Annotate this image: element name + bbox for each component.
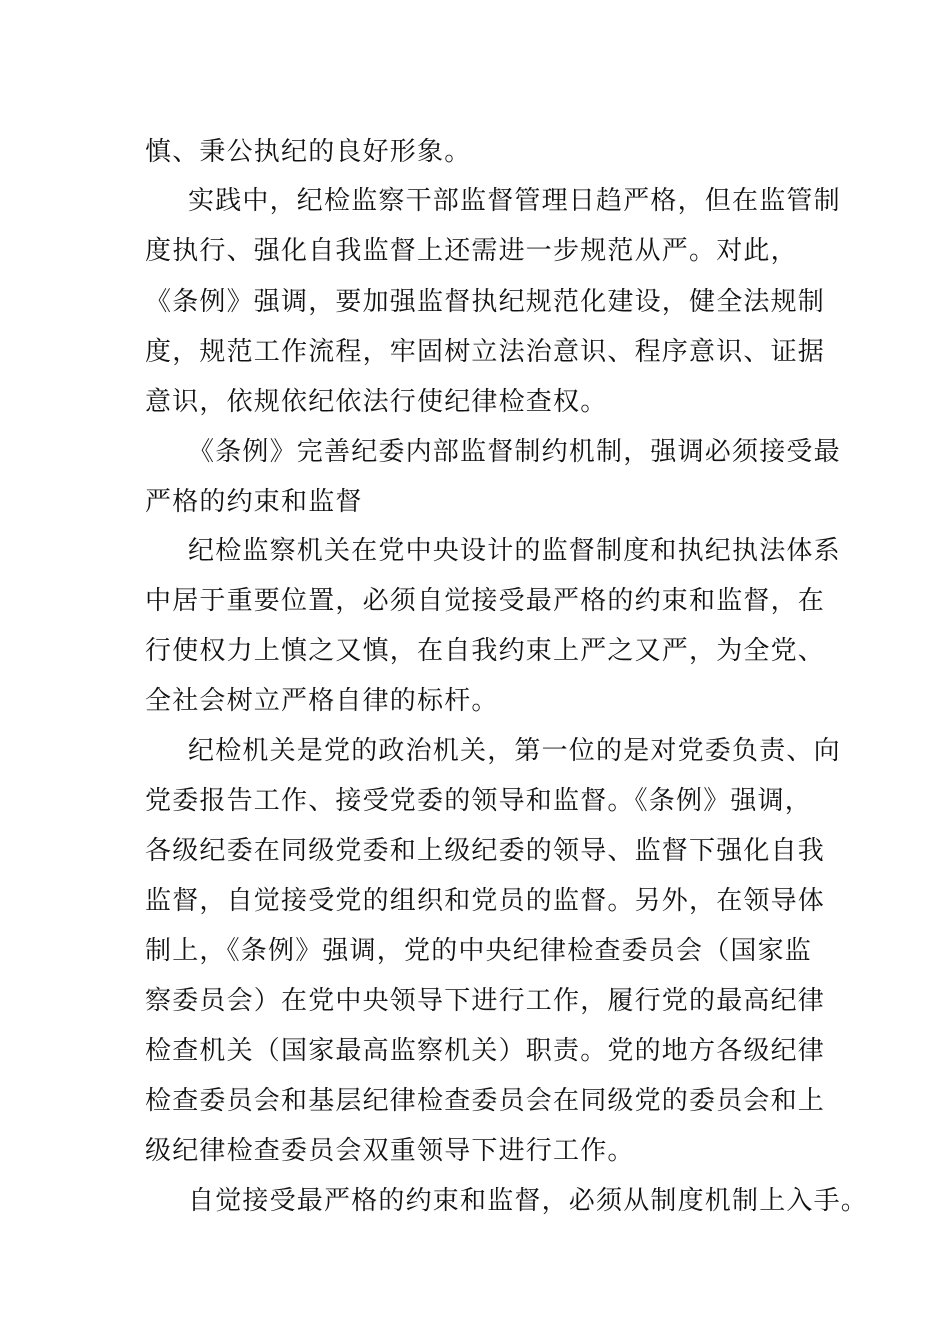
- text-line: 实践中，纪检监察干部监督管理日趋严格，但在监管制: [188, 186, 841, 216]
- text-line: 检查委员会和基层纪律检查委员会在同级党的委员会和上: [145, 1086, 826, 1116]
- text-line: 纪检监察机关在党中央设计的监督制度和执纪执法体系: [188, 536, 841, 566]
- text-line: 度，规范工作流程，牢固树立法治意识、程序意识、证据: [145, 337, 826, 367]
- section-heading-line: 《条例》完善纪委内部监督制约机制，强调必须接受最: [188, 437, 841, 467]
- text-line: 慎、秉公执纪的良好形象。: [145, 137, 472, 167]
- text-line: 察委员会）在党中央领导下进行工作，履行党的最高纪律: [145, 986, 826, 1016]
- text-line: 行使权力上慎之又慎，在自我约束上严之又严，为全党、: [145, 636, 826, 666]
- text-line: 纪检机关是党的政治机关，第一位的是对党委负责、向: [188, 736, 841, 766]
- text-line: 中居于重要位置，必须自觉接受最严格的约束和监督，在: [145, 586, 826, 616]
- text-line: 各级纪委在同级党委和上级纪委的领导、监督下强化自我: [145, 836, 826, 866]
- text-line: 《条例》强调，要加强监督执纪规范化建设，健全法规制: [145, 287, 826, 317]
- text-line: 检查机关（国家最高监察机关）职责。党的地方各级纪律: [145, 1036, 826, 1066]
- text-line: 级纪律检查委员会双重领导下进行工作。: [145, 1136, 635, 1166]
- section-heading-line: 严格的约束和监督: [145, 487, 363, 517]
- text-line: 度执行、强化自我监督上还需进一步规范从严。对此，: [145, 236, 798, 266]
- text-line: 党委报告工作、接受党委的领导和监督。《条例》强调，: [145, 786, 813, 816]
- text-line: 全社会树立严格自律的标杆。: [145, 686, 499, 716]
- text-line: 自觉接受最严格的约束和监督，必须从制度机制上入手。: [188, 1186, 869, 1216]
- text-line: 监督，自觉接受党的组织和党员的监督。另外，在领导体: [145, 886, 826, 916]
- text-line: 意识，依规依纪依法行使纪律检查权。: [145, 387, 608, 417]
- text-line: 制上，《条例》强调，党的中央纪律检查委员会（国家监: [145, 936, 813, 966]
